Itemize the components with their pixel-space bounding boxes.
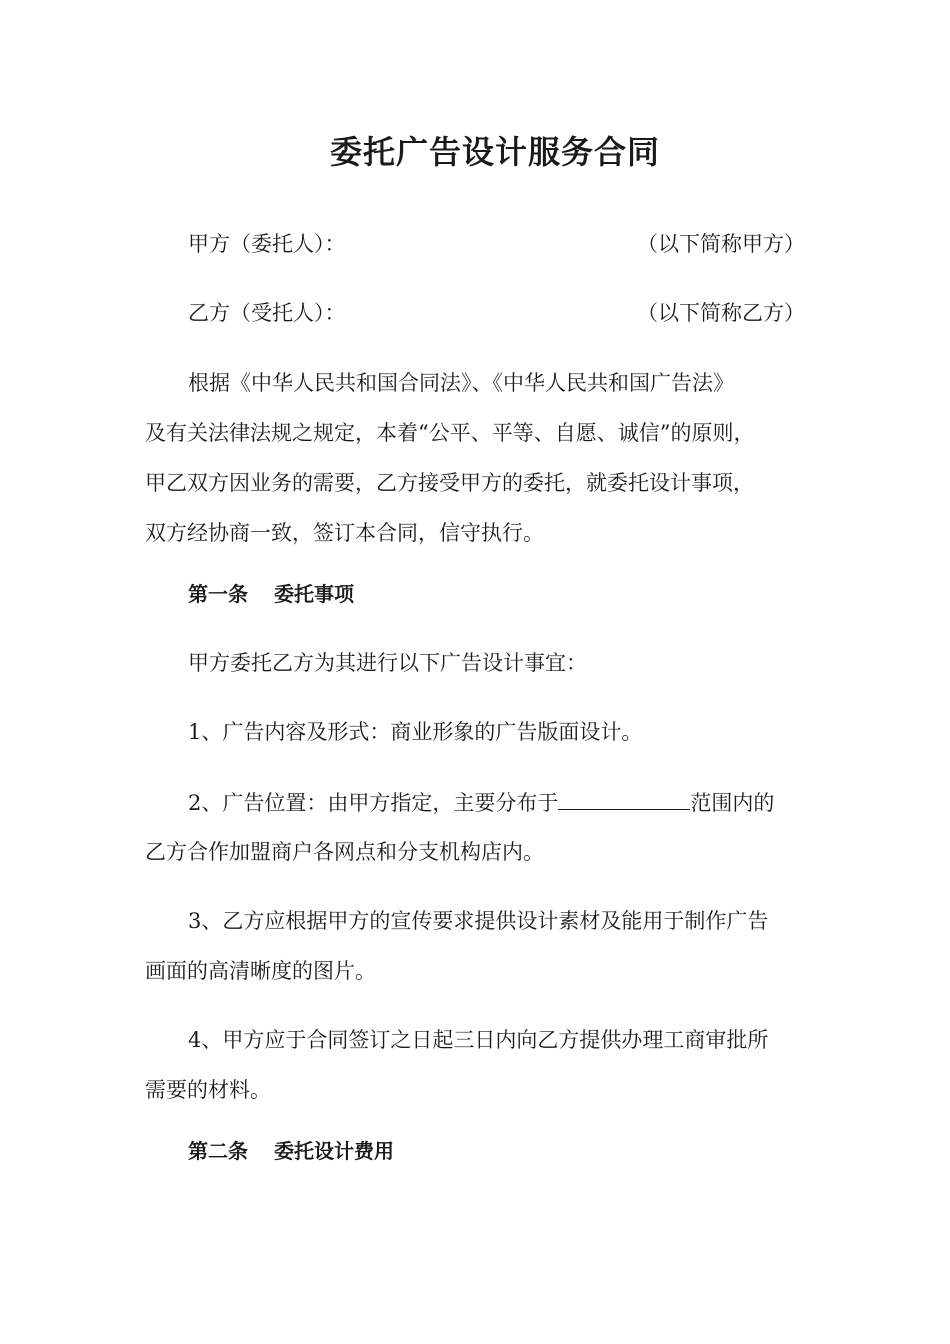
article-1-item-4-line-2: 需要的材料。 [145,1078,271,1102]
document-title: 委托广告设计服务合同 [329,133,660,171]
article-2-number: 第二条 [188,1139,248,1163]
article-1-number: 第一条 [188,582,248,606]
party-b-label: 乙方（受托人）： [188,301,346,325]
item-2-text-after: 范围内的 [690,791,775,815]
region-blank-field[interactable] [558,787,690,810]
party-a-line [145,229,805,259]
party-a-suffix: （以下简称甲方） [637,232,805,256]
article-1-intro: 甲方委托乙方为其进行以下广告设计事宜： [188,651,587,675]
preamble-line-2: 及有关法律法规之规定，本着“公平、平等、自愿、诚信”的原则， [145,421,755,445]
preamble-line-4: 双方经协商一致，签订本合同，信守执行。 [145,521,544,545]
article-1-heading [145,579,805,609]
article-1-item-4-line-1: 4、甲方应于合同签订之日起三日内向乙方提供办理工商审批所 [188,1028,769,1052]
preamble-line-3: 甲乙双方因业务的需要，乙方接受甲方的委托，就委托设计事项， [145,471,754,495]
article-1-item-3-line-2: 画面的高清晰度的图片。 [145,959,376,983]
article-1-title: 委托事项 [274,582,354,606]
item-2-text-before: 2、广告位置：由甲方指定，主要分布于 [188,791,559,815]
party-b-line [145,298,805,328]
article-1-item-1: 1、广告内容及形式：商业形象的广告版面设计。 [188,720,643,744]
preamble-line-1: 根据《中华人民共和国合同法》、《中华人民共和国广告法》 [188,371,734,395]
party-a-label: 甲方（委托人）： [188,232,346,256]
article-1-item-2 [145,787,805,818]
article-1-item-3-line-1: 3、乙方应根据甲方的宣传要求提供设计素材及能用于制作广告 [188,909,769,933]
article-1-item-2-cont: 乙方合作加盟商户各网点和分支机构店内。 [145,840,544,864]
article-2-heading [145,1136,805,1166]
party-b-suffix: （以下简称乙方） [637,301,805,325]
article-2-title: 委托设计费用 [274,1139,394,1163]
